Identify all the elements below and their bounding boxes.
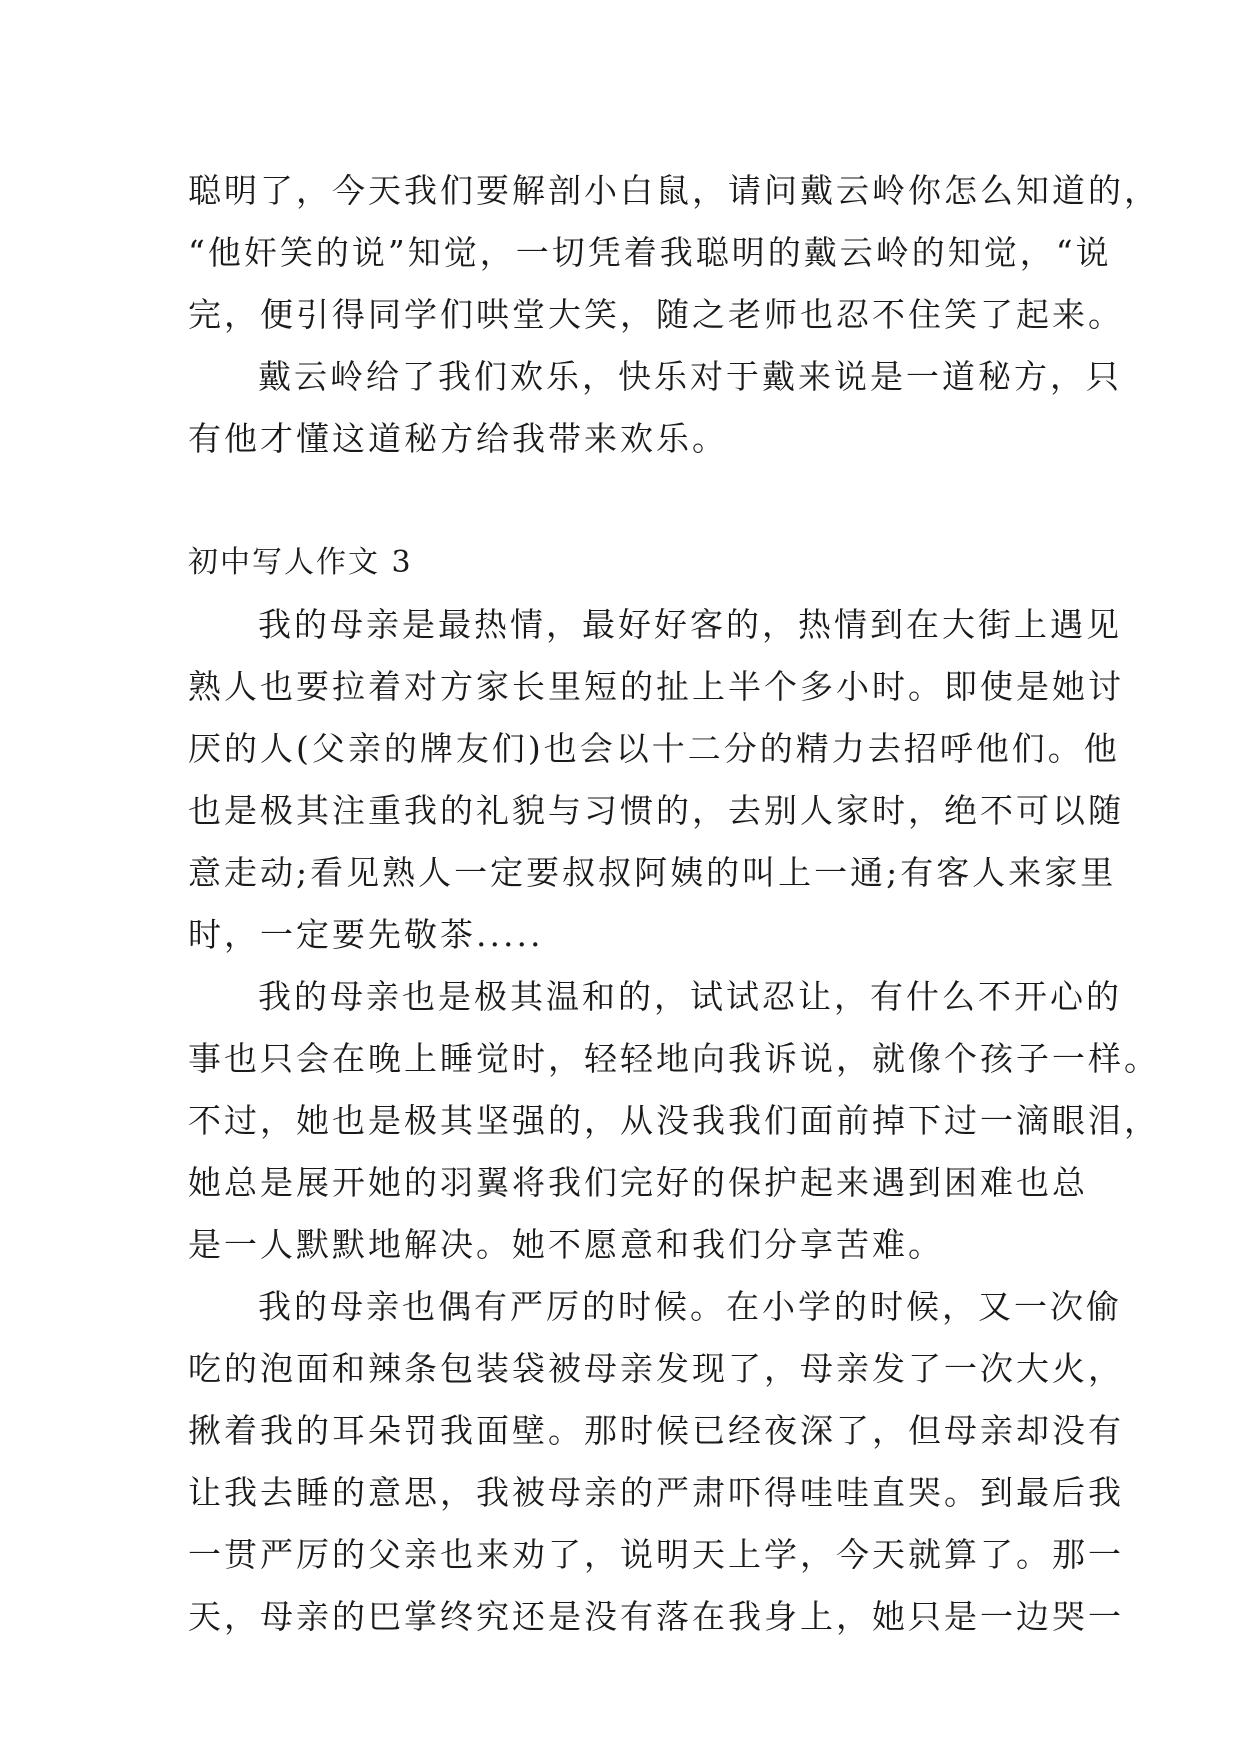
text-line: 时，一定要先敬茶..... [188,915,544,954]
paragraph [188,594,1124,966]
section-spacer [188,470,1058,532]
paragraph [188,1276,1124,1648]
text-line: 事也只会在晚上睡觉时，轻轻地向我诉说，就像个孩子一样。 [188,1039,1160,1078]
text-line: 戴云岭给了我们欢乐，快乐对于戴来说是一道秘方，只 [258,357,1122,396]
text-line: 有他才懂这道秘方给我带来欢乐。 [188,419,728,458]
text-line: 意走动;看见熟人一定要叔叔阿姨的叫上一通;有客人来家里 [188,853,1117,892]
text-line: 让我去睡的意思，我被母亲的严肃吓得哇哇直哭。到最后我 [188,1473,1124,1512]
text-line: 一贯严厉的父亲也来劝了，说明天上学，今天就算了。那一 [188,1535,1124,1574]
paragraph [188,346,1122,470]
paragraph [188,160,1160,346]
text-line: 我的母亲是最热情，最好好客的，热情到在大街上遇见 [258,605,1122,644]
text-line: 天，母亲的巴掌终究还是没有落在我身上，她只是一边哭一 [188,1597,1124,1636]
section-heading: 初中写人作文 3 [188,545,413,580]
text-line: 不过，她也是极其坚强的，从没我我们面前掉下过一滴眼泪， [188,1101,1160,1140]
paragraph [188,966,1160,1276]
text-line: 完，便引得同学们哄堂大笑，随之老师也忍不住笑了起来。 [188,295,1124,334]
text-line: 吃的泡面和辣条包装袋被母亲发现了，母亲发了一次大火， [188,1349,1124,1388]
text-line: 她总是展开她的羽翼将我们完好的保护起来遇到困难也总 [188,1163,1088,1202]
text-line: 我的母亲也是极其温和的，试试忍让，有什么不开心的 [258,977,1122,1016]
text-line: 厌的人(父亲的牌友们)也会以十二分的精力去招呼他们。他 [188,729,1120,768]
text-line: “他奸笑的说”知觉，一切凭着我聪明的戴云岭的知觉，“说 [188,233,1112,272]
text-line: 我的母亲也偶有严厉的时候。在小学的时候，又一次偷 [258,1287,1122,1326]
text-line: 聪明了，今天我们要解剖小白鼠，请问戴云岭你怎么知道的， [188,171,1160,210]
text-line: 揪着我的耳朵罚我面壁。那时候已经夜深了，但母亲却没有 [188,1411,1124,1450]
text-line: 也是极其注重我的礼貌与习惯的，去别人家时，绝不可以随 [188,791,1124,830]
text-line: 是一人默默地解决。她不愿意和我们分享苦难。 [188,1225,944,1264]
document-body [188,160,1160,1648]
text-line: 熟人也要拉着对方家长里短的扯上半个多小时。即使是她讨 [188,667,1124,706]
